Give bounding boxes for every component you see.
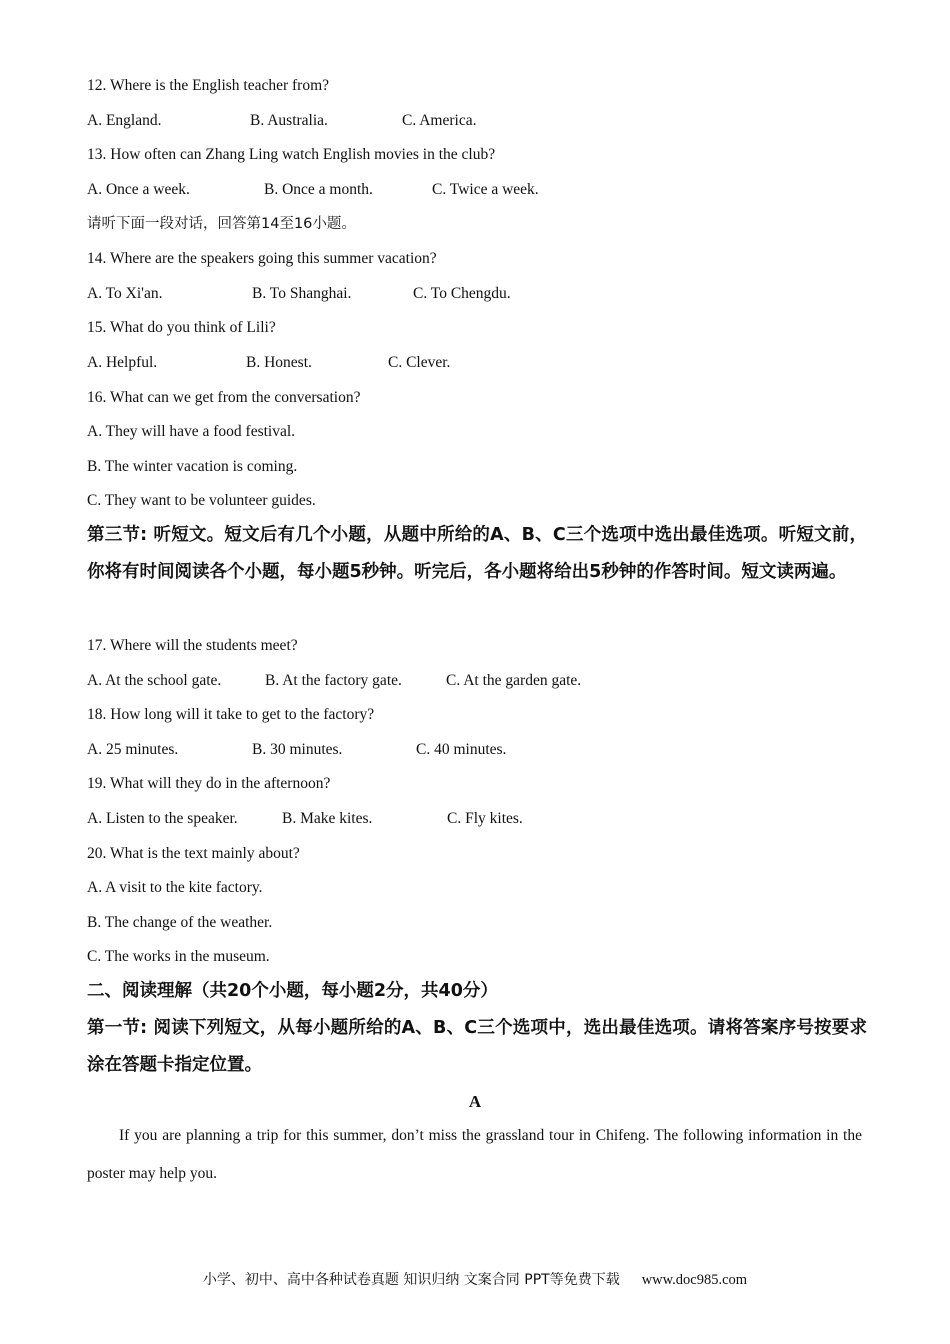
part2-section1-instruction: 第一节: 阅读下列短文，从每小题所给的A、B、C三个选项中，选出最佳选项。请将答案序号按要求涂在答题卡指定位置。: [87, 1018, 867, 1075]
passage-text: If you are planning a trip for this summer, don’t miss the grassland tour in Chifeng. The following information in the poster may help you.: [87, 1127, 862, 1182]
option-20a: A. A visit to the kite factory.: [87, 879, 263, 896]
option-16b: B. The winter vacation is coming.: [87, 458, 298, 475]
question-18: 18. How long will it take to get to the factory?: [87, 706, 375, 723]
instruction-14-16: 请听下面一段对话，回答第14至16小题。: [87, 216, 356, 232]
question-16: 16. What can we get from the conversation?: [87, 389, 361, 406]
option-15a: A. Helpful.: [87, 354, 158, 371]
option-12b: B. Australia.: [250, 112, 328, 129]
option-18a: A. 25 minutes.: [87, 741, 179, 758]
question-19: 19. What will they do in the afternoon?: [87, 775, 331, 792]
option-14b: B. To Shanghai.: [252, 285, 352, 302]
option-15b: B. Honest.: [246, 354, 312, 371]
option-16a: A. They will have a food festival.: [87, 423, 296, 440]
option-12c: C. America.: [402, 112, 477, 129]
page-footer: [0, 1269, 950, 1289]
option-18b: B. 30 minutes.: [252, 741, 343, 758]
option-15c: C. Clever.: [388, 354, 451, 371]
option-13c: C. Twice a week.: [432, 181, 539, 198]
option-18c: C. 40 minutes.: [416, 741, 507, 758]
footer-url[interactable]: www.doc985.com: [641, 1272, 748, 1288]
option-19a: A. Listen to the speaker.: [87, 810, 238, 827]
option-14c: C. To Chengdu.: [413, 285, 511, 302]
option-13a: A. Once a week.: [87, 181, 190, 198]
option-17a: A. At the school gate.: [87, 672, 222, 689]
option-14a: A. To Xi'an.: [87, 285, 163, 302]
option-20c: C. The works in the museum.: [87, 948, 270, 965]
question-15: 15. What do you think of Lili?: [87, 319, 276, 336]
question-13: 13. How often can Zhang Ling watch English movies in the club?: [87, 146, 496, 163]
question-12: 12. Where is the English teacher from?: [87, 77, 330, 94]
part2-heading: 二、阅读理解（共20个小题，每小题2分，共40分）: [87, 981, 498, 1001]
option-19c: C. Fly kites.: [447, 810, 523, 827]
option-13b: B. Once a month.: [264, 181, 373, 198]
option-20b: B. The change of the weather.: [87, 914, 273, 931]
question-17: 17. Where will the students meet?: [87, 637, 298, 654]
option-16c: C. They want to be volunteer guides.: [87, 492, 316, 509]
option-19b: B. Make kites.: [282, 810, 373, 827]
passage-title: A: [468, 1092, 482, 1111]
option-12a: A. England.: [87, 112, 162, 129]
section3-instruction: 第三节: 听短文。短文后有几个小题，从题中所给的A、B、C三个选项中选出最佳选项。听短文前，你将有时间阅读各个小题，每小题5秒钟。听完后，各小题将给出5秒钟的作答时间。短文读两遍。: [87, 525, 867, 582]
option-17b: B. At the factory gate.: [265, 672, 402, 689]
footer-text: 小学、初中、高中各种试卷真题 知识归纳 文案合同 PPT等免费下载: [202, 1272, 620, 1288]
question-14: 14. Where are the speakers going this summer vacation?: [87, 250, 437, 267]
option-17c: C. At the garden gate.: [446, 672, 582, 689]
question-20: 20. What is the text mainly about?: [87, 845, 300, 862]
